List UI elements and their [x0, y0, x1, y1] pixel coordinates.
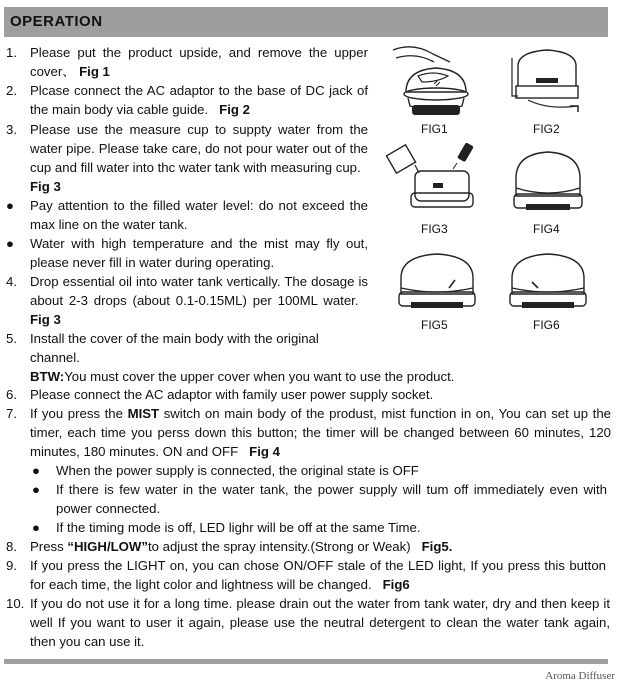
figure-ref: Fig 1 [79, 64, 110, 79]
fig1-illustration [388, 40, 483, 120]
step-number: 8. [6, 539, 17, 554]
fig6-illustration [506, 252, 591, 316]
step-text: If you do not use it for a long time. please drain out the water from tank water, dry and then keep it well If you want to user it again, please use the neutral detergent to clean the water tank again, then you can use it. [30, 596, 610, 649]
step-text: to adjust the spray intensity.(Strong or Weak) [147, 539, 411, 554]
step-text: If you press the LIGHT on, you can chose ON/OFF stale of the LED light, If you press this button for each time, the light color and lightness will be changed. [30, 558, 606, 592]
bullet-text: When the power supply is connected, the original state is OFF [56, 463, 419, 478]
bullet-dot: ● [6, 198, 14, 213]
bullet-dot: ● [32, 520, 40, 535]
btw-note [30, 367, 610, 386]
mist-keyword: MIST [127, 406, 160, 421]
step-text: Please connect the AC adaptor with family user power supply socket. [30, 387, 434, 402]
fig4-label: FIG4 [533, 222, 560, 236]
step-text: Please put the product upside, and remove the upper cover [30, 45, 368, 79]
section-header [4, 7, 608, 37]
step-number: 4. [6, 274, 17, 289]
bullet-dot: ● [6, 236, 14, 251]
step-number: 1. [6, 45, 17, 60]
figure-ref: Fig 4 [249, 444, 280, 459]
step-text: Please use the measure cup to suppty water from the water pipe. Please take care, do not pour water out of the cup and fill water into thc water tank with measuring cup. [30, 122, 368, 175]
step-text: Drop essential oil into water tank vertically. The dosage is about 2-3 drops (about 0.1-0.15ML) per 100ML water. [30, 274, 368, 308]
step-number: 6. [6, 387, 17, 402]
figure-ref: Fig5. [421, 539, 453, 554]
step-text: Plcase connect the AC adaptor to the base of DC jack of the main body via cable guide. [30, 83, 368, 117]
bullet-dot: ● [32, 482, 40, 497]
figure-ref: Fig 3 [30, 312, 61, 327]
fig6-label: FIG6 [533, 318, 560, 332]
step-number: 9. [6, 558, 17, 573]
high-low-keyword: “HIGH/LOW” [67, 539, 148, 554]
footer-divider [4, 659, 608, 664]
fig2-label: FIG2 [533, 122, 560, 136]
fig5-illustration [395, 252, 480, 316]
step-number: 7. [6, 406, 17, 421]
fig5-label: FIG5 [421, 318, 448, 332]
step-number: 3. [6, 122, 17, 137]
step-text: switch on main body of the produst, mist function in on, You can set up the timer, each time you perss down this button; the timer will be changed between 60 minutes, 120 minutes, 180 minutes. ON and OFF [30, 406, 611, 459]
step-text: Press [30, 539, 68, 554]
step-number: 10. [6, 596, 25, 611]
fig3-illustration [385, 135, 495, 215]
step-number: 5. [6, 331, 17, 346]
figure-ref: Fig6 [382, 577, 410, 592]
figure-ref: Fig 3 [30, 179, 61, 194]
bullet-dot: ● [32, 463, 40, 478]
section-title: OPERATION [10, 13, 103, 30]
btw-text: You must cover the upper cover when you want to use the product. [64, 369, 455, 384]
step-number: 2. [6, 83, 17, 98]
btw-label: BTW: [30, 369, 65, 384]
fig4-illustration [508, 148, 588, 218]
fig2-illustration [508, 44, 586, 114]
step-text: If you press the [30, 406, 128, 421]
bullet-text: Pay attention to the filled water level: do not exceed the max line on the water tank. [30, 198, 368, 232]
fig3-label: FIG3 [421, 222, 448, 236]
bullet-text: If there is few water in the water tank, the power supply will tum off immediately even with power connected. [56, 482, 607, 516]
step-text: Install the cover of the main body with the original channel. [30, 331, 319, 365]
fig1-label: FIG1 [421, 122, 448, 136]
bullet-text: If the timing mode is off, LED lighr will be off at the same Time. [56, 520, 421, 535]
brand-footer: Aroma Diffuser [545, 670, 615, 682]
figure-ref: Fig 2 [219, 102, 250, 117]
bullet-text: Water with high temperature and the mist may fly out, please never fill in water during operating. [30, 236, 368, 270]
